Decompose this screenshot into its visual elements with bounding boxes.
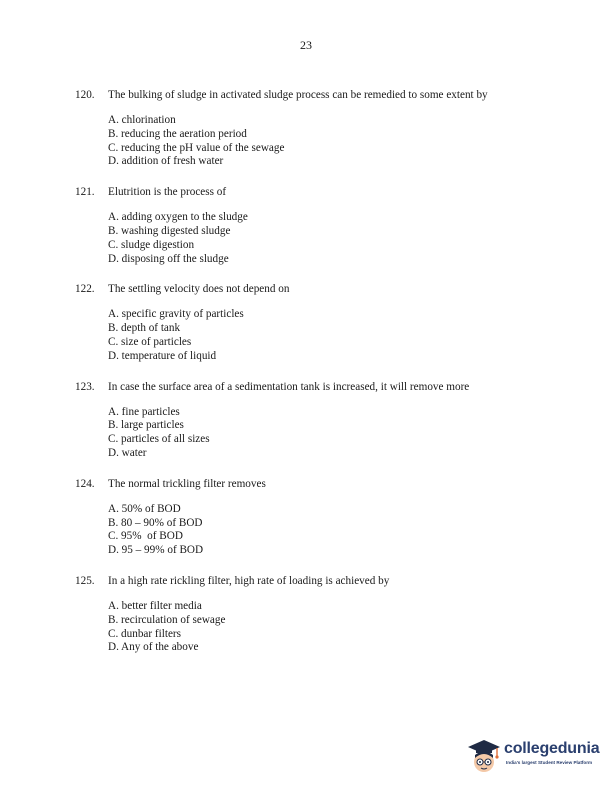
option-d: D. addition of fresh water: [108, 155, 224, 168]
question-text: Elutrition is the process of: [108, 186, 227, 199]
option-d: D. water: [108, 446, 147, 459]
option-b: B. washing digested sludge: [108, 224, 231, 237]
option-a: A. 50% of BOD: [108, 502, 181, 515]
question-120: [75, 88, 575, 169]
option-d: D. 95 – 99% of BOD: [108, 544, 204, 557]
option-d: D. disposing off the sludge: [108, 252, 229, 265]
option-list: [108, 211, 575, 266]
question-number: 122.: [75, 283, 95, 296]
option-d: D. temperature of liquid: [108, 349, 217, 362]
option-c: C. particles of all sizes: [108, 433, 210, 446]
option-b: B. 80 – 90% of BOD: [108, 516, 203, 529]
option-c: C. dunbar filters: [108, 627, 182, 640]
question-header: [75, 185, 575, 199]
option-a: A. chlorination: [108, 114, 176, 126]
question-121: [75, 185, 575, 266]
question-header: [75, 574, 575, 588]
brand-tagline: India's largest Student Review Platform: [506, 760, 593, 765]
option-list: [108, 308, 575, 363]
option-list: [108, 114, 575, 169]
brand-name: collegedunia: [504, 740, 600, 757]
option-b: B. recirculation of sewage: [108, 613, 226, 626]
question-number: 124.: [75, 477, 95, 490]
question-text: In case the surface area of a sedimentation tank is increased, it will remove more: [108, 380, 470, 393]
option-c: C. sludge digestion: [108, 238, 195, 251]
graduate-mascot-icon: [466, 738, 502, 774]
option-a: A. better filter media: [108, 599, 202, 612]
question-123: [75, 380, 575, 461]
option-b: B. reducing the aeration period: [108, 127, 247, 140]
question-number: 123.: [75, 380, 95, 393]
question-header: [75, 282, 575, 296]
question-list: [75, 88, 575, 671]
option-d: D. Any of the above: [108, 641, 199, 654]
question-text: The normal trickling filter removes: [108, 477, 266, 490]
question-text: The settling velocity does not depend on: [108, 283, 290, 296]
question-number: 125.: [75, 574, 95, 587]
collegedunia-logo: [466, 736, 606, 778]
option-c: C. 95% of BOD: [108, 530, 183, 543]
question-header: [75, 380, 575, 394]
question-text: In a high rate rickling filter, high rate of loading is achieved by: [108, 574, 390, 587]
page-number: 23: [300, 38, 312, 52]
question-header: [75, 477, 575, 491]
option-a: A. fine particles: [108, 405, 180, 418]
option-a: A. specific gravity of particles: [108, 308, 244, 321]
question-number: 120.: [75, 89, 95, 101]
question-125: [75, 574, 575, 655]
question-124: [75, 477, 575, 558]
option-b: B. depth of tank: [108, 322, 181, 335]
option-a: A. adding oxygen to the sludge: [108, 211, 248, 224]
option-c: C. reducing the pH value of the sewage: [108, 141, 285, 154]
option-list: [108, 503, 575, 558]
question-text: The bulking of sludge in activated sludge process can be remedied to some extent by: [108, 89, 488, 101]
option-list: [108, 406, 575, 461]
option-b: B. large particles: [108, 419, 184, 432]
question-number: 121.: [75, 186, 95, 199]
option-list: [108, 600, 575, 655]
question-header: [75, 88, 575, 102]
option-c: C. size of particles: [108, 335, 192, 348]
question-122: [75, 282, 575, 363]
